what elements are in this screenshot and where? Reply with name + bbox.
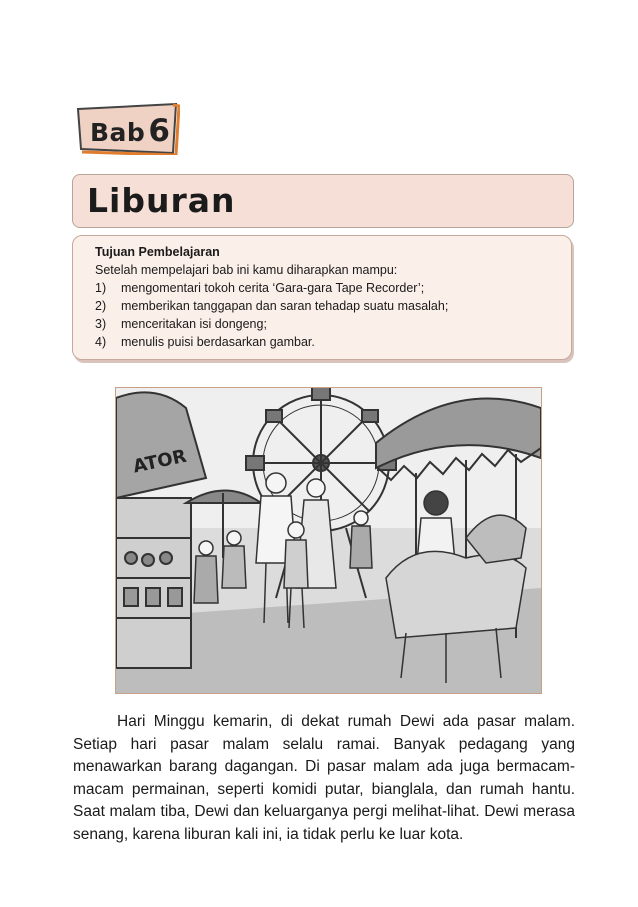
story-paragraph: Hari Minggu kemarin, di dekat rumah Dewi ada pasar malam. Setiap hari pasar malam selalu ramai. Banyak pedagang yang menawarkan barang dagangan. Di pasar malam ada juga bermacam-macam permainan, seperti komidi putar, bianglala, dan rumah hantu. Saat malam tiba, Dewi dan keluarganya pergi melihat-lihat. Dewi merasa senang, karena liburan kali ini, ia tidak perlu ke luar kota.	[73, 713, 575, 843]
goal-number: 1)	[95, 281, 107, 295]
goal-text: menulis puisi berdasarkan gambar.	[121, 335, 315, 349]
chapter-title-bar	[72, 174, 574, 228]
goal-item	[95, 333, 448, 351]
bab-label: Bab	[90, 118, 146, 147]
chapter-number-label	[90, 113, 170, 149]
goals-intro: Setelah mempelajari bab ini kamu diharapkan mampu:	[95, 263, 398, 277]
goal-number: 4)	[95, 335, 107, 349]
bab-number: 6	[148, 113, 171, 149]
goal-item	[95, 315, 448, 333]
goal-item	[95, 297, 448, 315]
goal-number: 2)	[95, 299, 107, 313]
night-market-drawing	[116, 388, 541, 693]
goal-text: memberikan tanggapan dan saran tehadap suatu masalah;	[121, 299, 449, 313]
goal-text: menceritakan isi dongeng;	[121, 317, 267, 331]
night-market-illustration	[115, 387, 542, 694]
chapter-title: Liburan	[87, 181, 236, 220]
story-text	[73, 711, 575, 846]
goal-number: 3)	[95, 317, 107, 331]
learning-goals-box	[72, 235, 572, 360]
goal-text: mengomentari tokoh cerita ‘Gara-gara Tape Recorder’;	[121, 281, 425, 295]
stall-sign: ATOR	[131, 445, 189, 478]
chapter-badge	[76, 103, 180, 155]
goals-heading: Tujuan Pembelajaran	[95, 245, 220, 259]
goal-item	[95, 279, 448, 297]
